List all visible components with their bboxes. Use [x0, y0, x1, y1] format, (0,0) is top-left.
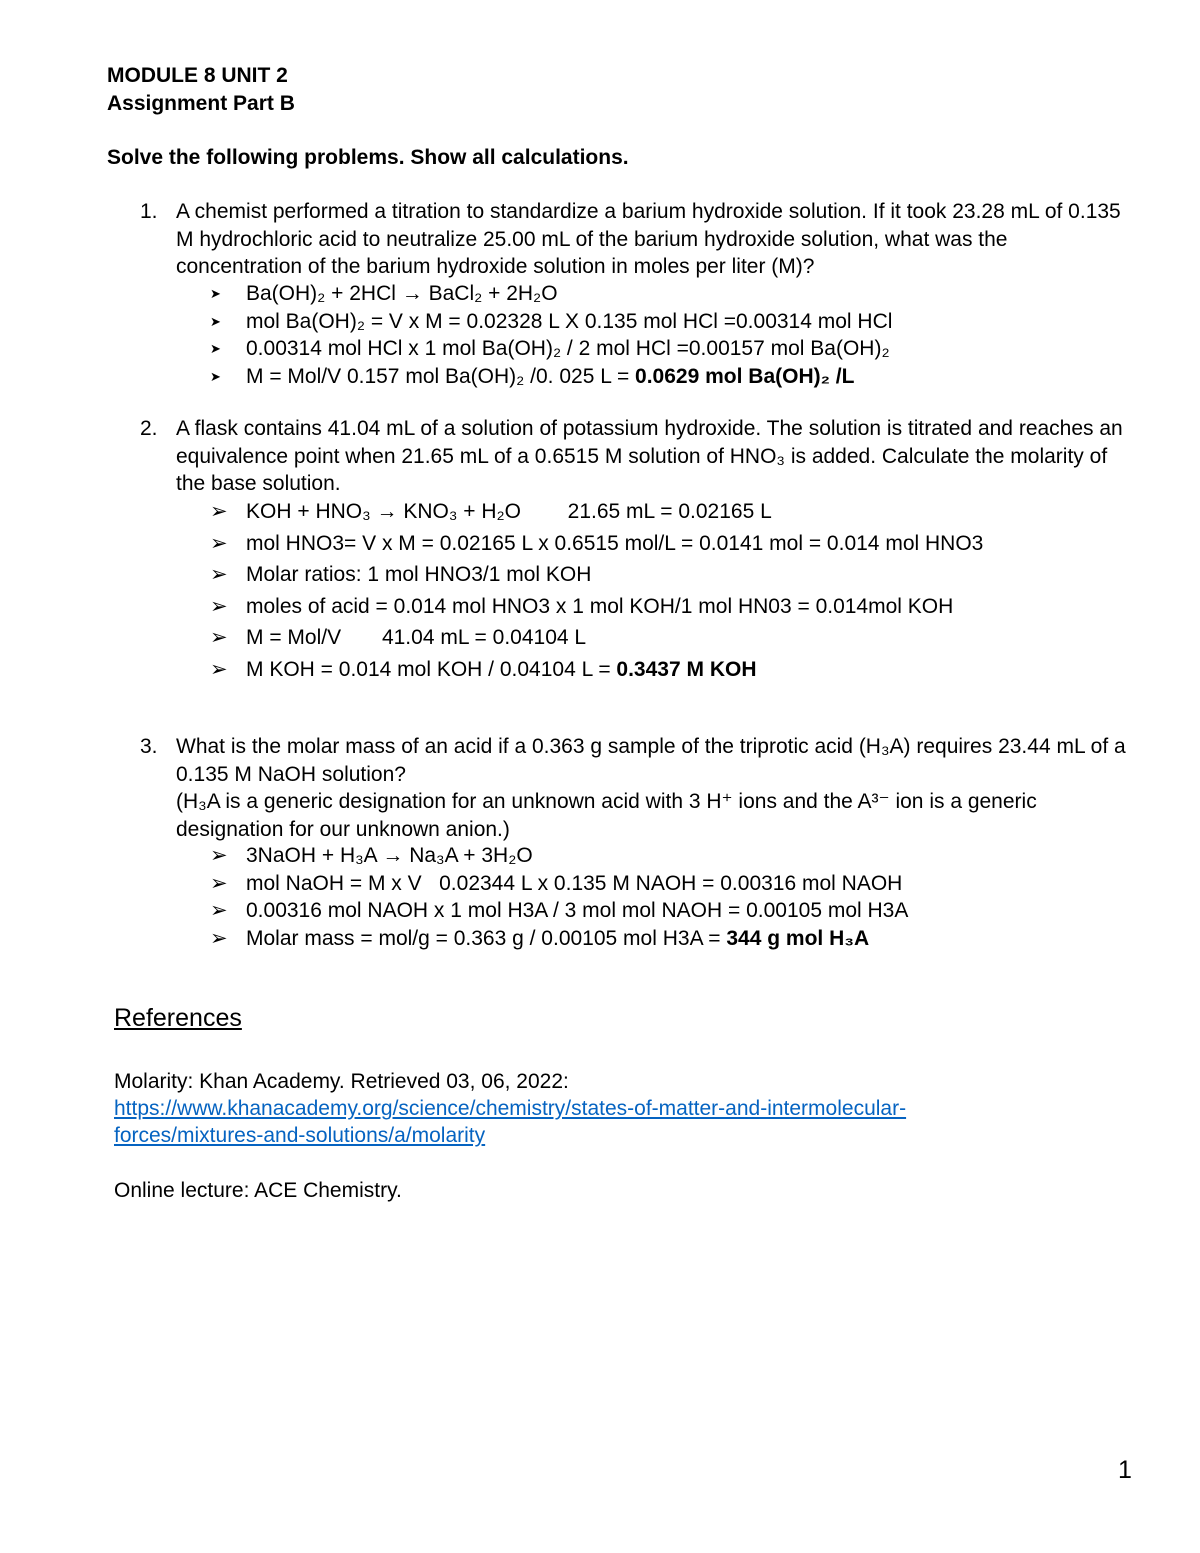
list-item: ➢ M = Mol/V 41.04 mL = 0.04104 L: [210, 622, 1160, 654]
arrowhead-icon: ➤: [210, 368, 221, 384]
list-item: ➢ Molar mass = mol/g = 0.363 g / 0.00105 mol H3A = 344 g mol H₃A: [210, 925, 1160, 953]
question-note: (H₃A is a generic designation for an unknown acid with 3 H⁺ ions and the A³⁻ ion is a generic designation for our unknown anion.): [176, 790, 1037, 841]
module-title: MODULE 8 UNIT 2: [107, 64, 288, 87]
reference-entry-2: Online lecture: ACE Chemistry.: [114, 1179, 402, 1202]
list-item: ➢ 3NaOH + H₃A → Na₃A + 3H₂O: [210, 842, 1160, 870]
list-item: ➢ M KOH = 0.014 mol KOH / 0.04104 L = 0.3437 M KOH: [210, 654, 1160, 686]
reference-entry-1: [114, 1068, 1064, 1149]
list-item: ➤ Ba(OH)₂ + 2HCl → BaCl₂ + 2H₂O: [210, 280, 1160, 308]
arrowhead-icon: ➢: [210, 626, 228, 649]
reference-text: Molarity: Khan Academy. Retrieved 03, 06, 2022:: [114, 1070, 569, 1093]
arrowhead-icon: ➤: [210, 286, 221, 301]
arrowhead-icon: ➢: [210, 531, 228, 555]
list-item: ➢ KOH + HNO₃ → KNO₃ + H₂O 21.65 mL = 0.02165 L: [210, 496, 1160, 528]
q2-answer: 0.3437 M KOH: [616, 657, 757, 681]
page-number: 1: [1118, 1456, 1132, 1484]
list-item: ➤ M = Mol/V 0.157 mol Ba(OH)₂ /0. 025 L = 0.0629 mol Ba(OH)₂ /L: [210, 363, 1160, 391]
arrowhead-icon: ➢: [210, 657, 228, 681]
question-number: 2.: [140, 417, 158, 440]
question-text: A flask contains 41.04 mL of a solution of potassium hydroxide. The solution is titrated and reaches an equivalence point when 21.65 mL of a 0.6515 M solution of HNO₃ is added. Calculate the molarity of the base solution.: [176, 417, 1123, 495]
list-item: ➤ 0.00314 mol HCl x 1 mol Ba(OH)₂ / 2 mol HCl =0.00157 mol Ba(OH)₂: [210, 335, 1160, 363]
arrowhead-icon: ➢: [210, 899, 228, 922]
references-heading: References: [114, 1004, 242, 1032]
list-item: ➤ mol Ba(OH)₂ = V x M = 0.02328 L X 0.135 mol HCl =0.00314 mol HCl: [210, 308, 1160, 336]
list-item: ➢ mol HNO3= V x M = 0.02165 L x 0.6515 mol/L = 0.0141 mol = 0.014 mol HNO3: [210, 528, 1160, 560]
list-item: ➢ mol NaOH = M x V 0.02344 L x 0.135 M NAOH = 0.00316 mol NAOH: [210, 870, 1160, 898]
question-text: A chemist performed a titration to standardize a barium hydroxide solution. If it took 23.28 mL of 0.135 M hydrochloric acid to neutralize 25.00 mL of the barium hydroxide solution, what was the concentration of the barium hydroxide solution in moles per liter (M)?: [176, 200, 1121, 278]
arrowhead-icon: ➢: [210, 926, 228, 950]
reference-link[interactable]: https://www.khanacademy.org/science/chemistry/states-of-matter-and-intermolecular-: [114, 1097, 907, 1120]
question-number: 3.: [140, 735, 158, 758]
question-text: What is the molar mass of an acid if a 0.363 g sample of the triprotic acid (H₃A) requires 23.44 mL of a 0.135 M NaOH solution?: [176, 735, 1126, 786]
list-item: ➢ 0.00316 mol NAOH x 1 mol H3A / 3 mol mol NAOH = 0.00105 mol H3A: [210, 897, 1160, 925]
arrowhead-icon: ➢: [210, 594, 228, 618]
q1-answer: 0.0629 mol Ba(OH)₂ /L: [635, 364, 855, 388]
arrowhead-icon: ➢: [210, 500, 228, 523]
arrowhead-icon: ➤: [210, 341, 221, 356]
assignment-title: Assignment Part B: [107, 92, 295, 115]
arrowhead-icon: ➢: [210, 563, 228, 586]
arrowhead-icon: ➢: [210, 844, 228, 867]
list-item: ➢ moles of acid = 0.014 mol HNO3 x 1 mol KOH/1 mol HN03 = 0.014mol KOH: [210, 591, 1160, 623]
instruction-text: Solve the following problems. Show all calculations.: [107, 146, 629, 169]
q2-steps: [210, 496, 1160, 685]
arrowhead-icon: ➢: [210, 871, 228, 895]
list-item: ➢ Molar ratios: 1 mol HNO3/1 mol KOH: [210, 559, 1160, 591]
question-number: 1.: [140, 200, 158, 223]
q3-steps: [210, 842, 1160, 952]
arrowhead-icon: ➤: [210, 313, 221, 329]
q3-answer: 344 g mol H₃A: [726, 926, 870, 950]
reference-link-continued[interactable]: forces/mixtures-and-solutions/a/molarity: [114, 1124, 486, 1147]
q1-steps: [210, 280, 1160, 390]
